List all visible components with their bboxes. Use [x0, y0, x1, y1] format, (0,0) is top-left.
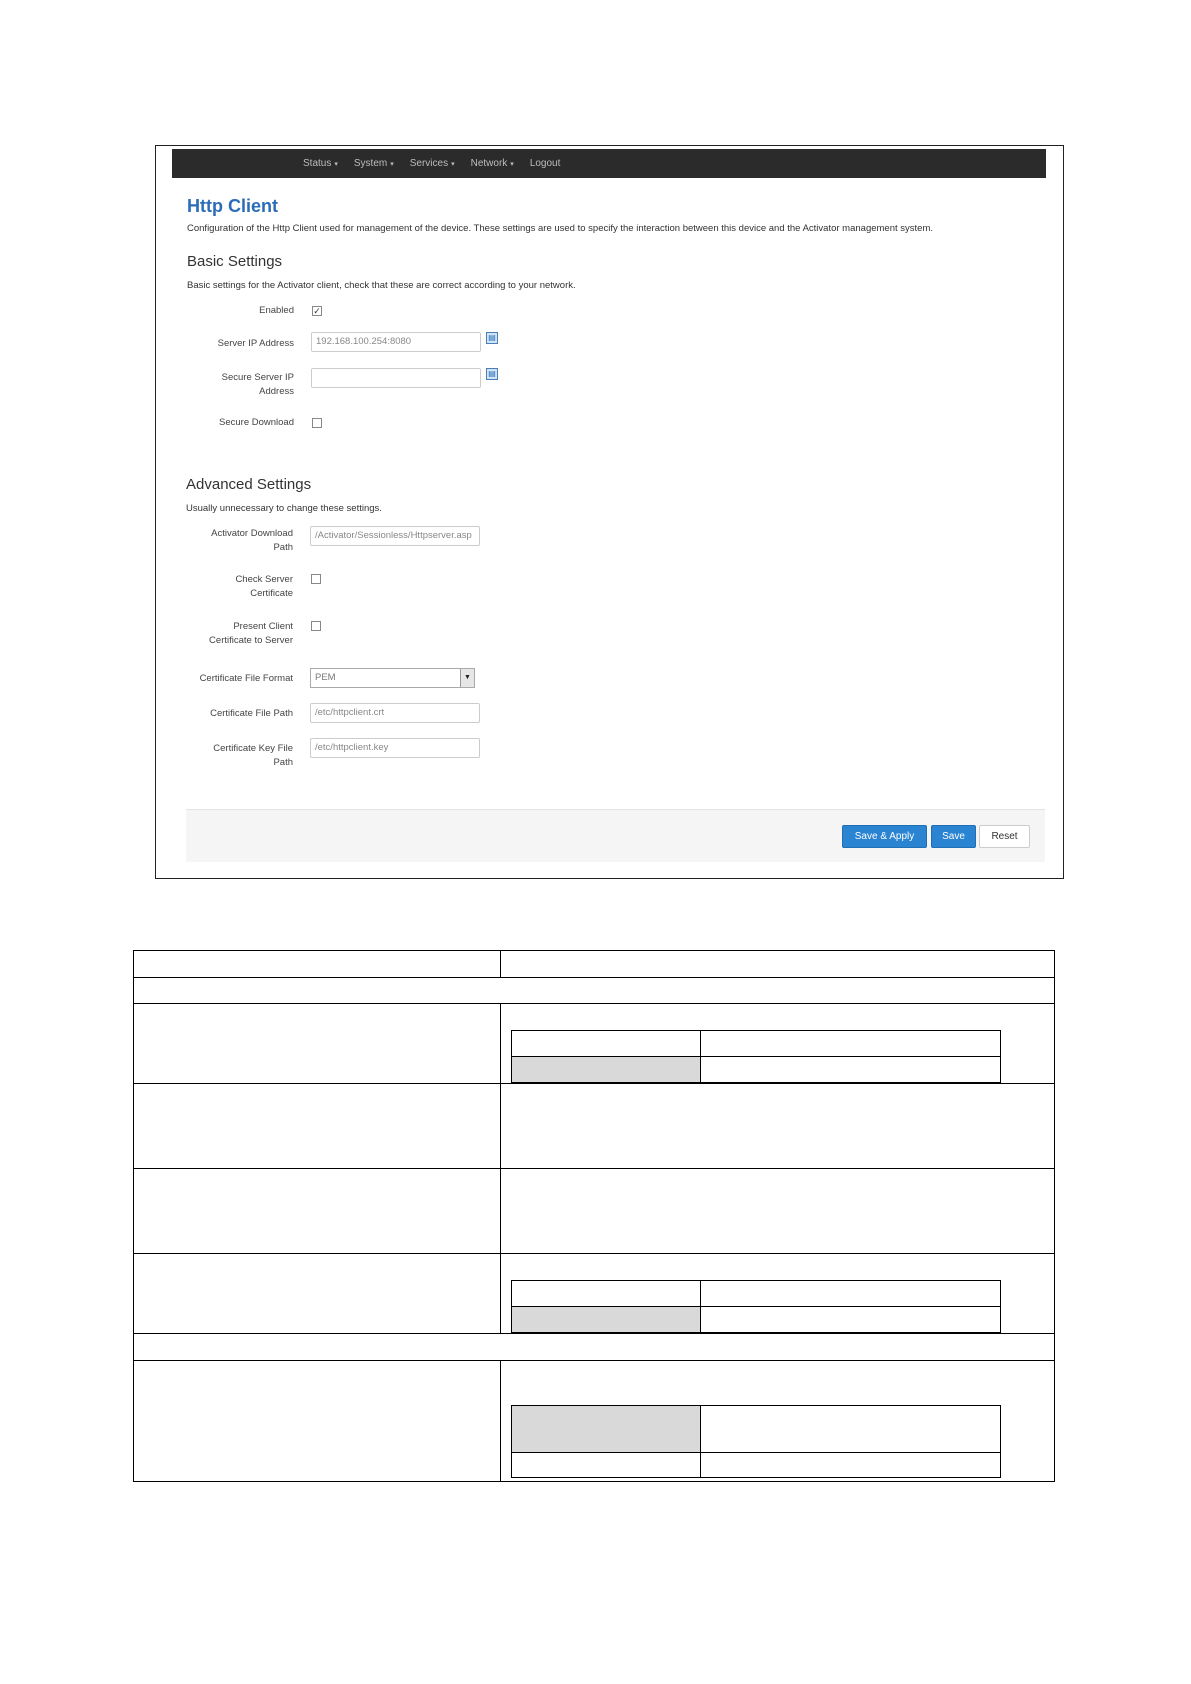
reference-table — [133, 950, 1055, 1482]
nav-status[interactable]: Status ▾ — [303, 158, 338, 169]
server-ip-input[interactable]: 192.168.100.254:8080 — [311, 332, 481, 352]
enabled-label: Enabled — [259, 305, 294, 316]
advanced-settings-title: Advanced Settings — [186, 476, 312, 493]
inner-table-cell — [511, 1306, 701, 1333]
table-row — [133, 1253, 501, 1334]
check-server-cert-label: Check Server Certificate — [235, 574, 293, 599]
table-row — [133, 1360, 501, 1482]
cert-format-label: Certificate File Format — [199, 673, 293, 684]
table-header-cell — [133, 950, 501, 978]
basic-settings-title: Basic Settings — [187, 253, 283, 270]
table-row — [133, 1168, 501, 1254]
inner-table-cell — [700, 1452, 1001, 1478]
advanced-settings-description: Usually unnecessary to change these settings. — [186, 503, 382, 514]
chevron-down-icon[interactable]: ▼ — [460, 669, 474, 687]
table-row — [500, 1168, 1055, 1254]
download-path-input[interactable]: /Activator/Sessionless/Httpserver.asp — [310, 526, 480, 546]
page-description: Configuration of the Http Client used for management of the device. These settings are used to specify the interaction between this device and the Activator management system. — [187, 223, 933, 234]
table-row — [133, 1083, 501, 1169]
key-path-input[interactable]: /etc/httpclient.key — [310, 738, 480, 758]
inner-table-cell — [700, 1405, 1001, 1453]
table-header-cell — [500, 950, 1055, 978]
inner-table-cell — [700, 1056, 1001, 1083]
reset-button[interactable]: Reset — [979, 825, 1030, 848]
inner-table-cell — [700, 1030, 1001, 1057]
chevron-down-icon: ▾ — [390, 160, 394, 168]
inner-table-cell — [511, 1030, 701, 1057]
server-ip-label: Server IP Address — [217, 338, 294, 349]
picker-icon[interactable]: ▤ — [486, 332, 498, 344]
nav-logout[interactable]: Logout — [529, 158, 561, 169]
check-server-cert-checkbox[interactable] — [311, 574, 321, 584]
picker-icon[interactable]: ▤ — [486, 368, 498, 380]
inner-table-cell — [511, 1405, 701, 1453]
screenshot-frame — [155, 145, 1064, 879]
secure-download-label: Secure Download — [219, 417, 294, 428]
table-row — [500, 1253, 1055, 1334]
nav-system[interactable]: System ▾ — [353, 158, 394, 169]
nav-network[interactable]: Network ▾ — [470, 158, 514, 169]
inner-table-cell — [700, 1306, 1001, 1333]
download-path-label: Activator Download Path — [211, 528, 293, 553]
present-client-cert-label: Present Client Certificate to Server — [209, 621, 293, 646]
table-row — [500, 1360, 1055, 1482]
table-row — [500, 1003, 1055, 1084]
cert-format-select[interactable]: PEM ▼ — [310, 668, 475, 688]
chevron-down-icon: ▾ — [510, 160, 514, 168]
inner-table-cell — [700, 1280, 1001, 1307]
basic-settings-description: Basic settings for the Activator client, check that these are correct according to your network. — [187, 280, 576, 291]
table-section-row — [133, 977, 1055, 1004]
chevron-down-icon: ▾ — [334, 160, 338, 168]
form-actions-bar — [186, 809, 1045, 862]
top-navbar — [172, 149, 1046, 178]
table-row — [500, 1083, 1055, 1169]
cert-path-label: Certificate File Path — [210, 708, 293, 719]
table-row — [133, 1003, 501, 1084]
inner-table-cell — [511, 1280, 701, 1307]
key-path-label: Certificate Key File Path — [213, 743, 293, 768]
table-section-row — [133, 1333, 1055, 1361]
save-apply-button[interactable]: Save & Apply — [842, 825, 927, 848]
inner-table-cell — [511, 1056, 701, 1083]
nav-services[interactable]: Services ▾ — [409, 158, 455, 169]
present-client-cert-checkbox[interactable] — [311, 621, 321, 631]
inner-table-cell — [511, 1452, 701, 1478]
secure-server-ip-input[interactable] — [311, 368, 481, 388]
save-button[interactable]: Save — [931, 825, 976, 848]
secure-download-checkbox[interactable] — [312, 418, 322, 428]
page-title: Http Client — [187, 196, 278, 216]
secure-server-ip-label: Secure Server IP Address — [221, 372, 294, 397]
cert-path-input[interactable]: /etc/httpclient.crt — [310, 703, 480, 723]
enabled-checkbox[interactable]: ✓ — [313, 306, 321, 316]
chevron-down-icon: ▾ — [451, 160, 455, 168]
